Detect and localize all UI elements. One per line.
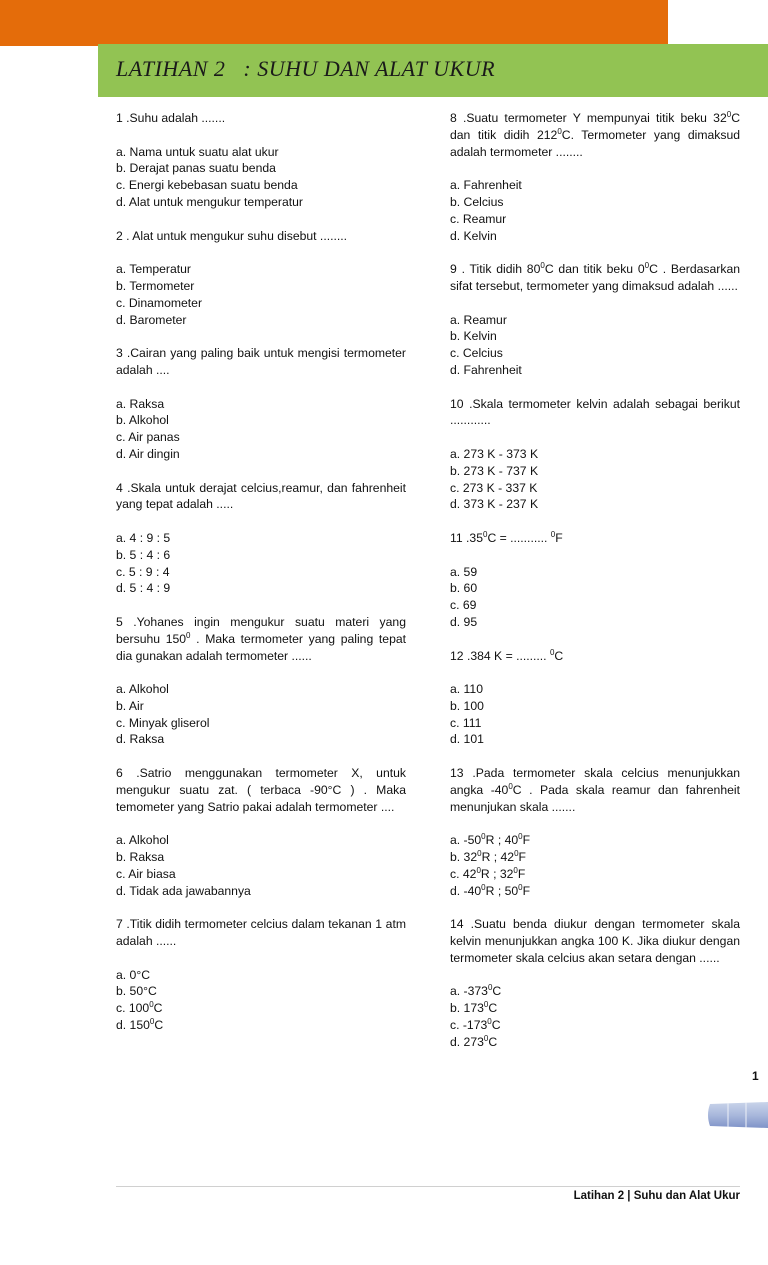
answer-option: a. 273 K - 373 K (450, 446, 539, 461)
question-text: 4 .Skala untuk derajat celcius,reamur, dan fahrenheit yang tepat adalah ..... (116, 480, 406, 512)
question-text: 9 . Titik didih $80^0C$ dan titik beku $0^0C$ . Berdasarkan sifat tersebut, termometer yang dimaksud adalah ...... (450, 261, 741, 293)
answer-option: c. Air panas (116, 430, 180, 445)
answer-options (116, 144, 406, 211)
answer-option: d. 95 (450, 614, 478, 629)
answer-option: a. $-373^0C$ (450, 983, 502, 999)
left-question-column (116, 110, 406, 1051)
answer-option: c. 69 (450, 598, 477, 613)
question-text: 5 .Yohanes ingin mengukur suatu materi yang bersuhu $150^0$ . Maka termometer yang paling tepat dia gunakan adalah termometer ...... (116, 614, 407, 663)
answer-option: b. Raksa (116, 850, 165, 865)
answer-option: b. Alkohol (116, 413, 169, 428)
answer-options (450, 446, 740, 513)
answer-options (450, 564, 740, 631)
question-text: 8 .Suatu termometer Y mempunyai titik beku $32^0C$ dan titik didih $212^0C$. Termometer yang dimaksud adalah termometer ........ (450, 109, 740, 159)
answer-option: b. 100 (450, 698, 484, 713)
answer-options (450, 177, 740, 244)
answer-option: c. Energi kebebasan suatu benda (116, 178, 298, 193)
answer-option: b. 60 (450, 581, 478, 596)
answer-option: c. Reamur (450, 211, 507, 226)
question-text: 2 . Alat untuk mengukur suhu disebut ........ (116, 228, 348, 243)
answer-option: b. 50°C (116, 984, 157, 999)
question-text: 11 $.35^0C$ = ........... $^0$F (450, 529, 563, 545)
answer-option: a. Temperatur (116, 262, 191, 277)
answer-option: c. 111 (450, 715, 482, 730)
answer-option: b. $173^0C$ (450, 1000, 498, 1016)
answer-option: d. 101 (450, 732, 484, 747)
answer-option: a. Alkohol (116, 682, 169, 697)
answer-option: b. Air (116, 698, 144, 713)
answer-option: a. Nama untuk suatu alat ukur (116, 144, 279, 159)
answer-option: a. 110 (450, 682, 483, 697)
answer-option: a. Fahrenheit (450, 178, 522, 193)
answer-option: b. 5 : 4 : 6 (116, 547, 171, 562)
answer-option: b. Celcius (450, 194, 504, 209)
answer-option: d. 373 K - 237 K (450, 497, 539, 512)
answer-option: d. $273^0C$ (450, 1033, 498, 1049)
answer-option: a. $-50^0R$ ; $40^0F$ (450, 832, 531, 848)
question-text: 6 .Satrio menggunakan termometer X, untuk mengukur suatu zat. ( terbaca -90°C ) . Maka temometer yang Satrio pakai adalah termometer .... (116, 766, 406, 814)
answer-options (116, 967, 406, 1034)
question-text: 3 .Cairan yang paling baik untuk mengisi termometer adalah .... (116, 346, 406, 377)
answer-options (450, 681, 740, 748)
answer-option: a. 0°C (116, 967, 151, 982)
footer-divider (116, 1186, 740, 1187)
answer-options (116, 396, 406, 463)
answer-option: d. Air dingin (116, 446, 180, 461)
page-title: LATIHAN 2 : SUHU DAN ALAT UKUR (116, 56, 496, 81)
page-tab-decoration (706, 1100, 768, 1130)
question-text: 7 .Titik didih termometer celcius dalam tekanan 1 atm adalah ...... (116, 917, 406, 949)
answer-option: d. $150^0C$ (116, 1016, 164, 1033)
answer-option: c. Dinamometer (116, 295, 203, 310)
answer-option: c. Air biasa (116, 866, 176, 881)
answer-option: d. Kelvin (450, 228, 497, 243)
answer-option: c. 5 : 9 : 4 (116, 564, 170, 579)
answer-option: d. Fahrenheit (450, 362, 522, 377)
page-footer (574, 1190, 740, 1202)
page-number: 1 (752, 1069, 759, 1083)
answer-options (116, 681, 406, 748)
answer-option: d. 5 : 4 : 9 (116, 581, 171, 596)
question-text: 1 .Suhu adalah ....... (116, 111, 226, 125)
answer-options (116, 261, 406, 328)
answer-option: b. $32^0R$ ; $42^0F$ (450, 849, 526, 865)
answer-option: c. Minyak gliserol (116, 715, 210, 730)
answer-option: d. Tidak ada jawabannya (116, 883, 251, 898)
question-text: 13 .Pada termometer skala celcius menunjukkan angka $-40^0C$ . Pada skala reamur dan fahrenheit menunjukan skala ....... (450, 766, 740, 814)
answer-option: b. Derajat panas suatu benda (116, 161, 276, 176)
answer-option: a. 4 : 9 : 5 (116, 530, 171, 545)
answer-options (116, 530, 406, 597)
answer-option: b. Termometer (116, 278, 195, 293)
footer-left: Latihan 2 (573, 1190, 628, 1202)
answer-option: a. Raksa (116, 396, 165, 411)
answer-option: b. Kelvin (450, 329, 497, 344)
answer-option: a. 59 (450, 564, 478, 579)
footer-separator: | (627, 1190, 631, 1202)
answer-option: c. Celcius (450, 346, 503, 361)
answer-options (450, 983, 740, 1050)
answer-option: b. 273 K - 737 K (450, 463, 539, 478)
footer-right: Suhu dan Alat Ukur (630, 1190, 740, 1202)
header-orange-bar (0, 0, 668, 46)
question-text: 14 .Suatu benda diukur dengan termometer skala kelvin menunjukkan angka 100 K. Jika diukur dengan termometer skala celcius akan setara dengan ...... (450, 917, 740, 965)
answer-option: c. $42^0R$ ; $32^0F$ (450, 865, 526, 881)
answer-options (450, 832, 740, 899)
answer-option: c. $100^0C$ (116, 1000, 163, 1016)
question-text: 10 .Skala termometer kelvin adalah sebagai berikut ............ (450, 396, 740, 428)
answer-options (116, 832, 406, 899)
answer-option: c. 273 K - 337 K (450, 480, 538, 495)
right-question-column (450, 110, 740, 1067)
answer-option: d. Barometer (116, 312, 187, 327)
answer-option: c. $-173^0C$ (450, 1016, 501, 1033)
question-text: 12 .384 K = ......... $^0$C (450, 647, 564, 663)
answer-option: d. $-40^0R$ ; $50^0F$ (450, 882, 531, 898)
answer-option: d. Raksa (116, 732, 165, 747)
answer-option: a. Reamur (450, 312, 507, 327)
answer-options (450, 312, 740, 379)
answer-option: d. Alat untuk mengukur temperatur (116, 194, 303, 209)
answer-option: a. Alkohol (116, 833, 169, 848)
